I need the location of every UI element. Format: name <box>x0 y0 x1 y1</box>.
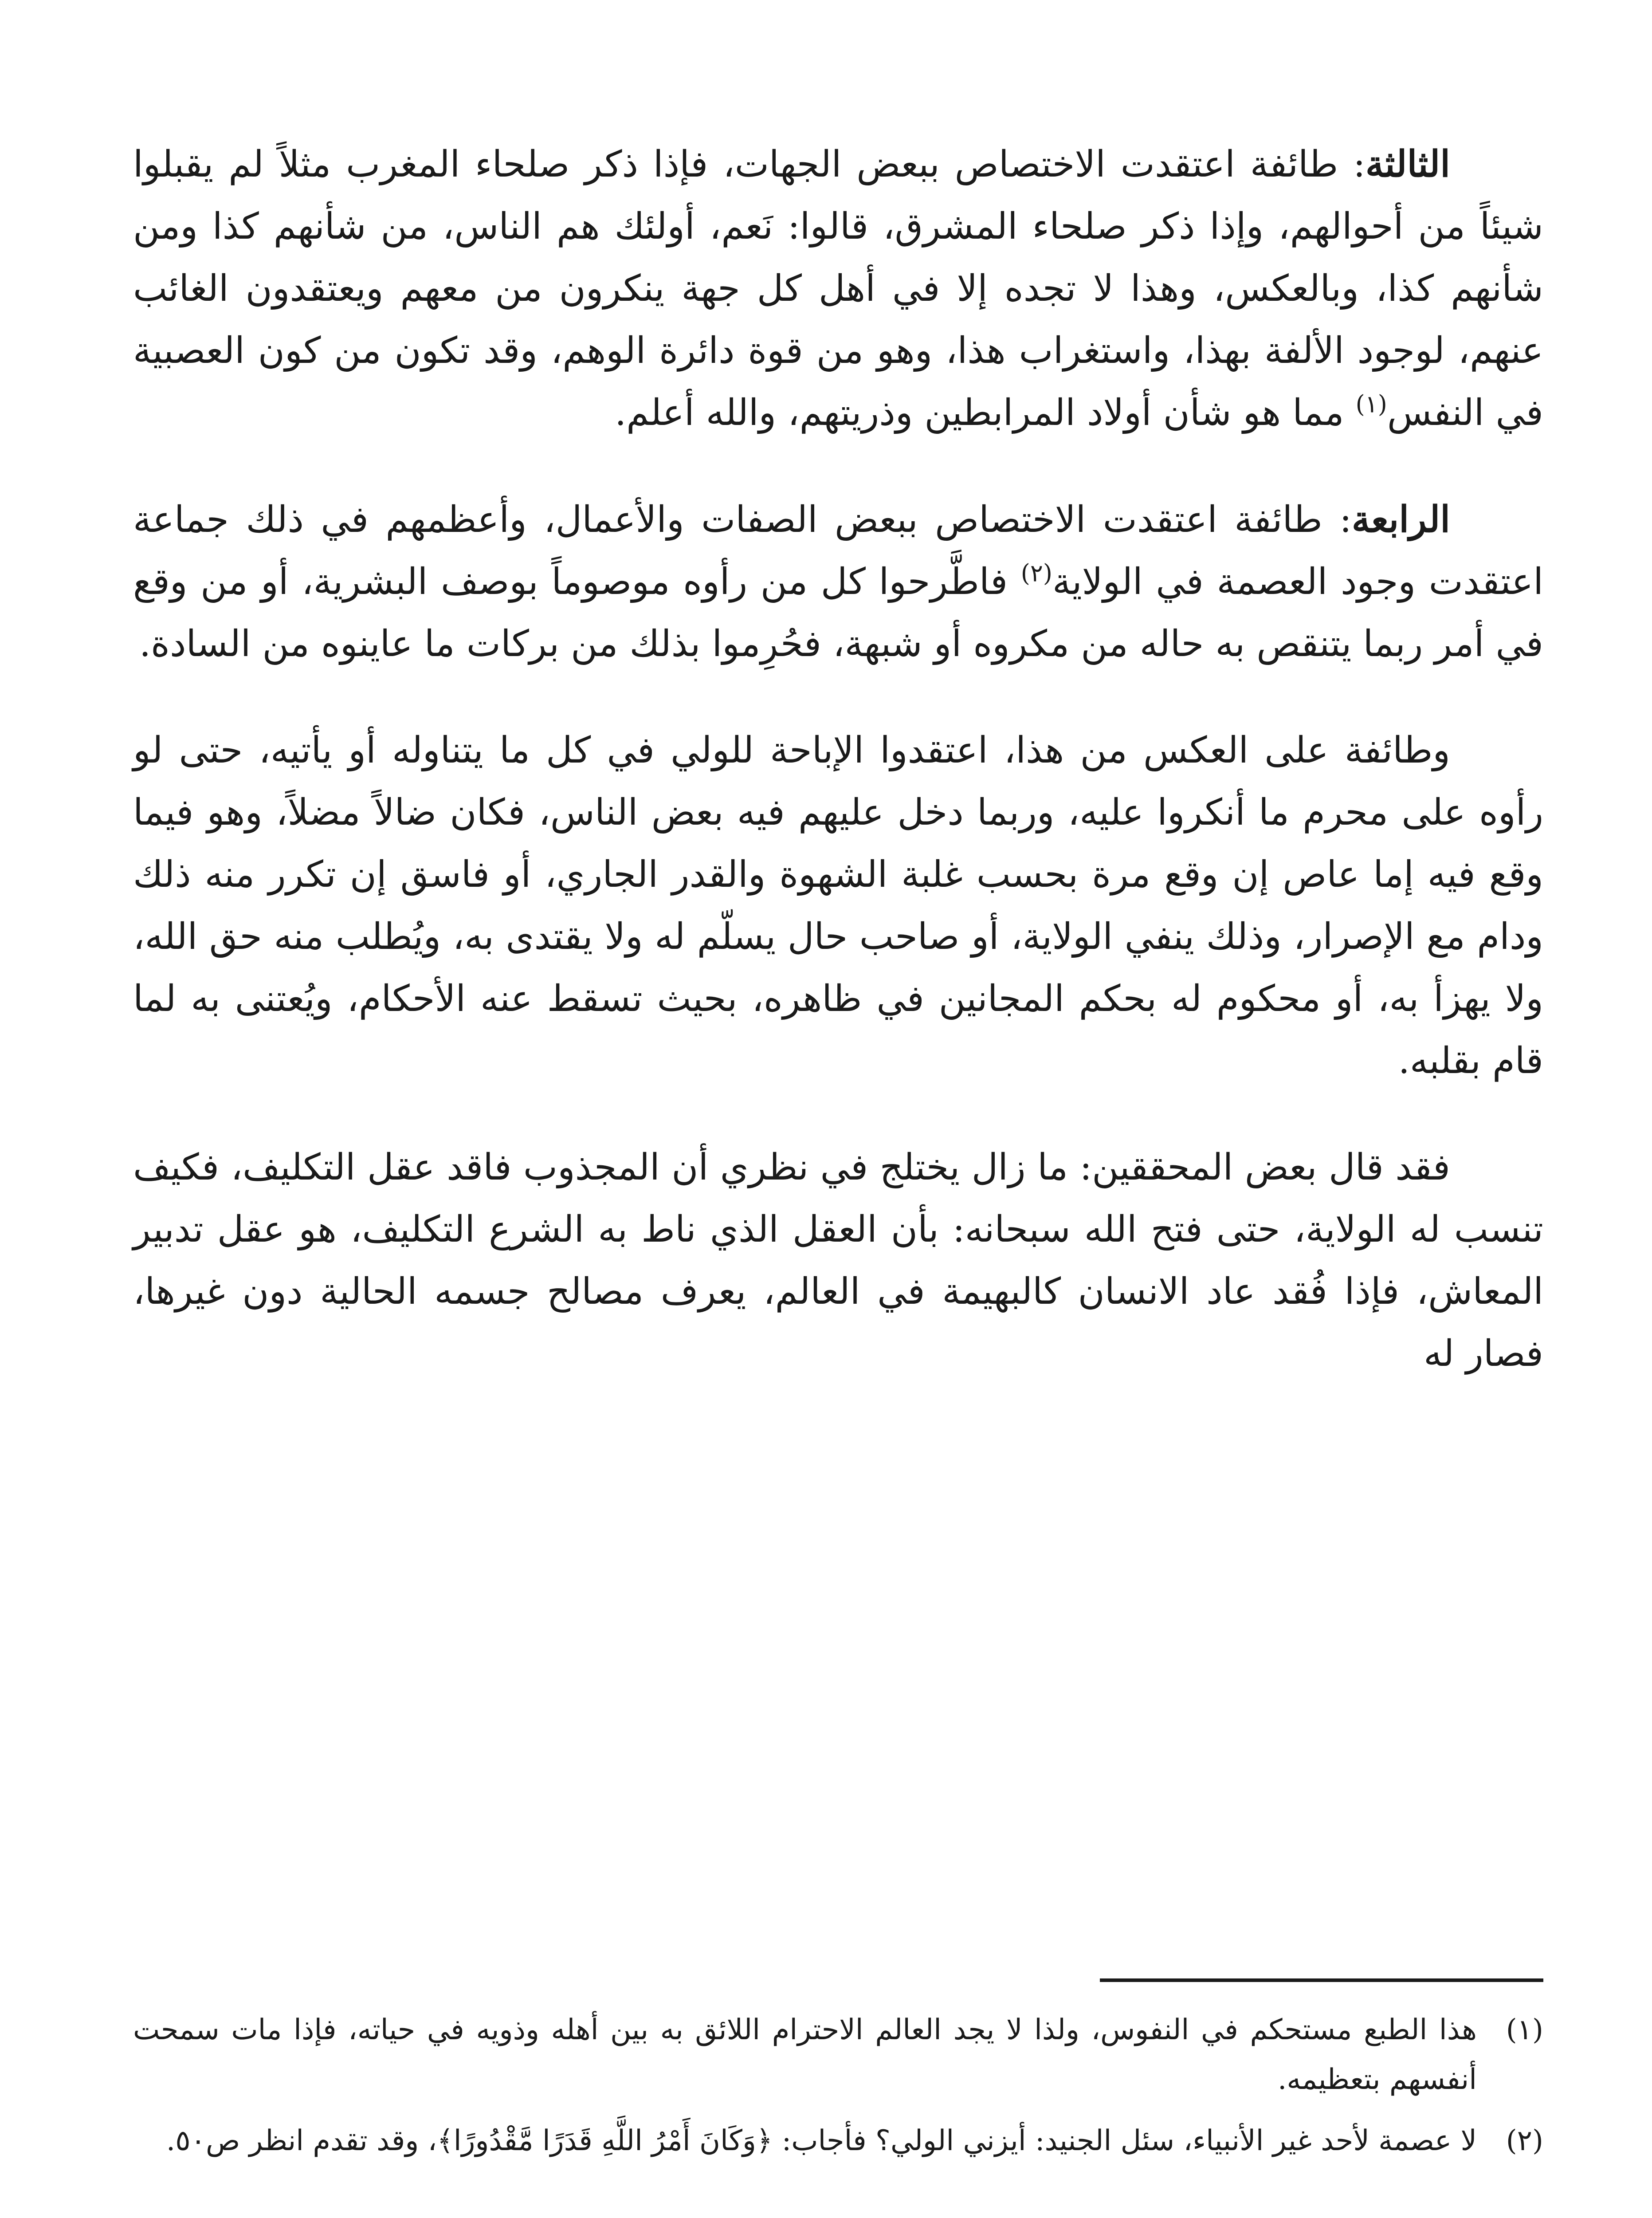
paragraph-opposite-group <box>133 720 1543 1092</box>
paragraph-text-continued: مما هو شأن أولاد المرابطين وذريتهم، والله أعلم. <box>615 392 1356 434</box>
main-text <box>133 133 1543 1429</box>
footnote-item <box>133 2116 1543 2166</box>
paragraph-text: فقد قال بعض المحققين: ما زال يختلج في نظري أن المجذوب فاقد عقل التكليف، فكيف تنسب له الولاية، حتى فتح الله سبحانه: بأن العقل الذي ناط به الشرع التكليف، هو عقل تدبير المعاش، فإذا فُقد عاد الانسان كالبهيمة في العالم، يعرف مصالح جسمه الحالية دون غيرها، فصار له <box>133 1146 1544 1375</box>
footnote-text: لا عصمة لأحد غير الأنبياء، سئل الجنيد: أيزني الولي؟ فأجاب: ﴿وَكَانَ أَمْرُ اللَّهِ قَدَرًا مَّقْدُورًا﴾، وقد تقدم انظر ص٥٠. <box>166 2124 1477 2157</box>
paragraph-scholar-quote <box>133 1137 1543 1385</box>
footnote-divider <box>1100 1978 1543 1982</box>
footnotes-section <box>133 2005 1543 2177</box>
paragraph-text: : طائفة اعتقدت الاختصاص ببعض الصفات والأعمال، وأعظمهم في ذلك جماعة اعتقدت وجود العصمة في الولاية <box>133 499 1543 603</box>
paragraph-third-group <box>133 133 1543 444</box>
footnote-number: (١) <box>1506 2014 1543 2046</box>
paragraph-lead-word: الرابعة <box>1351 498 1450 541</box>
footnote-reference[interactable]: (٢) <box>1020 559 1052 587</box>
paragraph-text: : طائفة اعتقدت الاختصاص ببعض الجهات، فإذا ذكر صلحاء المغرب مثلاً لم يقبلوا شيئاً من أحوالهم، وإذا ذكر صلحاء المشرق، قالوا: نَعم، أولئك هم الناس، من شأنهم كذا ومن شأنهم كذا، وبالعكس، وهذا لا تجده إلا في أهل كل جهة ينكرون من معهم ويعتقدون الغائب عنهم، لوجود الألفة بهذا، واستغراب هذا، وهو من قوة دائرة الوهم، وقد تكون من كون العصبية في النفس <box>133 143 1543 434</box>
footnote-text: هذا الطبع مستحكم في النفوس، ولذا لا يجد العالم الاحترام اللائق به بين أهله وذويه في حياته، فإذا مات سمحت أنفسهم بتعظيمه. <box>133 2014 1477 2096</box>
footnote-number: (٢) <box>1506 2124 1543 2157</box>
footnote-item <box>133 2005 1543 2104</box>
paragraph-text-continued: فاطَّرحوا كل من رأوه موصوماً بوصف البشرية، أو من وقع في أمر ربما يتنقص به حاله من مكروه أو شبهة، فحُرِموا بذلك من بركات ما عاينوه من السادة. <box>133 561 1543 665</box>
paragraph-text: وطائفة على العكس من هذا، اعتقدوا الإباحة للولي في كل ما يتناوله أو يأتيه، حتى لو رأوه على محرم ما أنكروا عليه، وربما دخل عليهم فيه بعض الناس، فكان ضالاً مضلاً، وهو فيما وقع فيه إما عاص إن وقع مرة بحسب غلبة الشهوة والقدر الجاري، أو فاسق إن تكرر منه ذلك ودام مع الإصرار، وذلك ينفي الولاية، أو صاحب حال يسلّم له ولا يقتدى به، ويُطلب منه حق الله، ولا يهزأ به، أو محكوم له بحكم المجانين في ظاهره، بحيث تسقط عنه الأحكام، ويُعتنى به لما قام بقلبه. <box>133 729 1544 1082</box>
paragraph-fourth-group <box>133 488 1543 675</box>
footnote-reference[interactable]: (١) <box>1355 390 1387 418</box>
paragraph-lead-word: الثالثة <box>1365 143 1450 185</box>
